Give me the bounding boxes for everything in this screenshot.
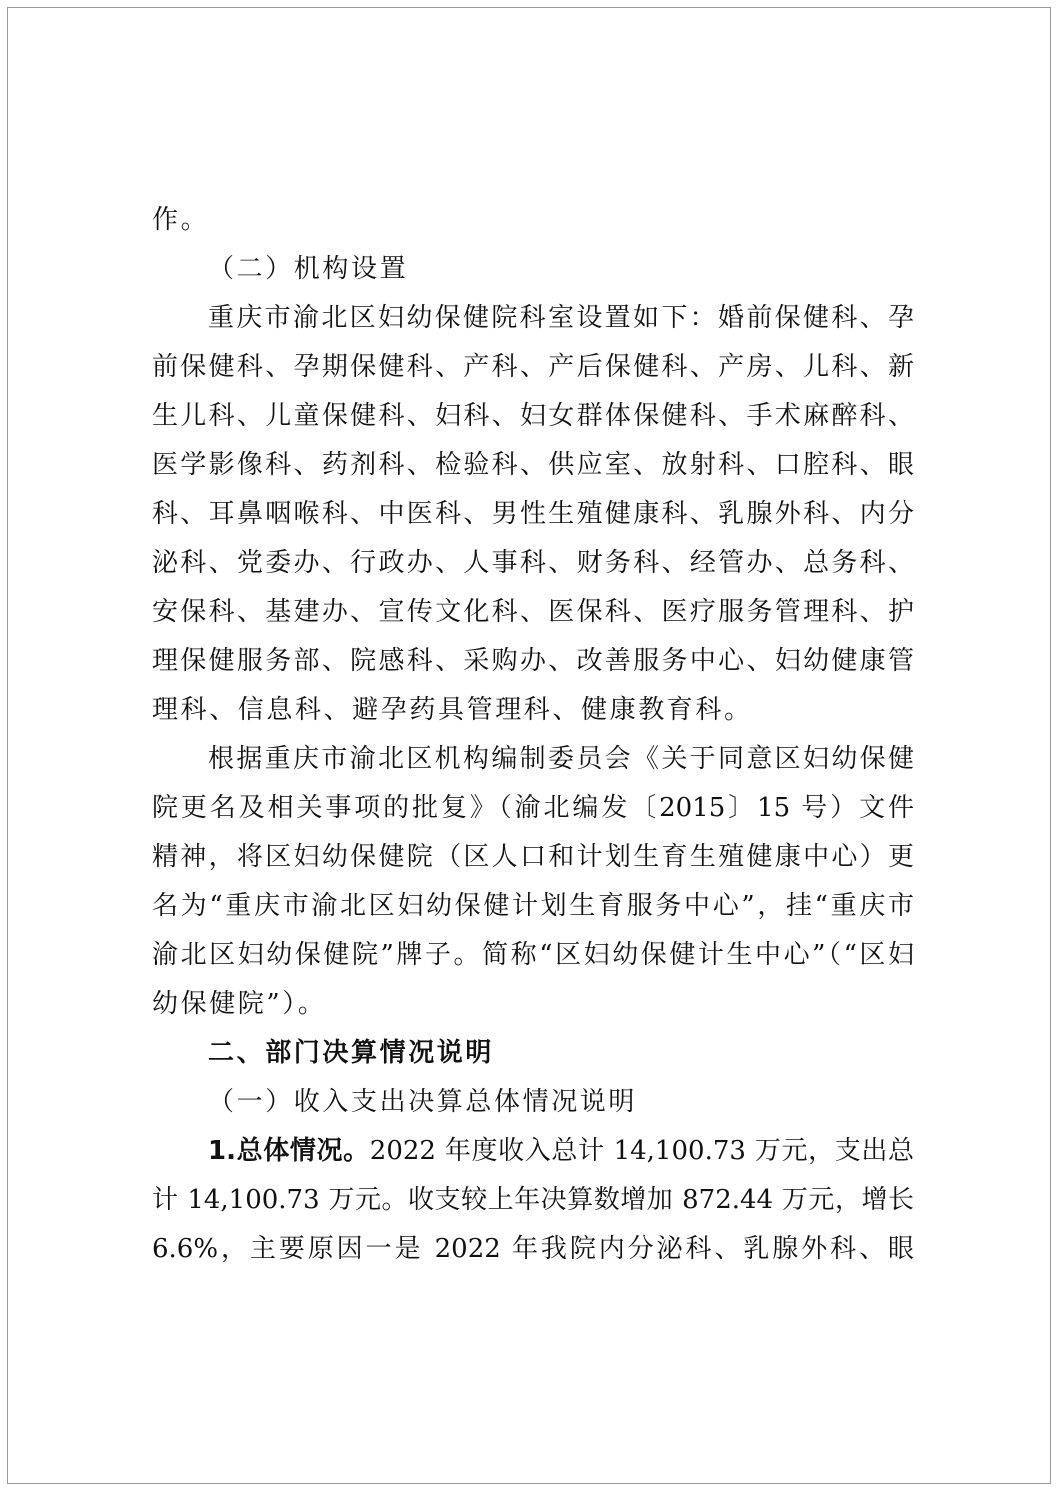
paragraph-line: 科、耳鼻咽喉科、中医科、男性生殖健康科、乳腺外科、内分 [152, 499, 914, 529]
overall-situation-text: 2022 年度收入总计 14,100.73 万元，支出总 [369, 1136, 914, 1166]
paragraph-line: 6.6%，主要原因一是 2022 年我院内分泌科、乳腺外科、眼 [152, 1234, 914, 1264]
paragraph-line: 生儿科、儿童保健科、妇科、妇女群体保健科、手术麻醉科、 [152, 401, 914, 431]
paragraph-line: 安保科、基建办、宣传文化科、医保科、医疗服务管理科、护 [152, 597, 914, 627]
paragraph-line: 理科、信息科、避孕药具管理科、健康教育科。 [152, 695, 753, 725]
section-heading-final-accounts: 二、部门决算情况说明 [208, 1038, 495, 1068]
overall-situation-label: 1.总体情况。 [208, 1136, 370, 1166]
paragraph-line: 泌科、党委办、行政办、人事科、财务科、经管办、总务科、 [152, 548, 914, 578]
paragraph-line: 前保健科、孕期保健科、产科、产后保健科、产房、儿科、新 [152, 352, 914, 382]
paragraph-line: 计 14,100.73 万元。收支较上年决算数增加 872.44 万元，增长 [152, 1185, 914, 1215]
paragraph-line: 幼保健院”）。 [152, 989, 327, 1019]
paragraph-line: 理保健服务部、院感科、采购办、改善服务中心、妇幼健康管 [152, 646, 914, 676]
paragraph-line: 作。 [152, 205, 210, 235]
paragraph-line: 渝北区妇幼保健院”牌子。简称“区妇幼保健计生中心”（“区妇 [152, 940, 914, 970]
paragraph-line: 医学影像科、药剂科、检验科、供应室、放射科、口腔科、眼 [152, 450, 914, 480]
paragraph-line: 名为“重庆市渝北区妇幼保健计划生育服务中心”，挂“重庆市 [152, 891, 914, 921]
paragraph-line: 根据重庆市渝北区机构编制委员会《关于同意区妇幼保健 [208, 744, 914, 774]
section-heading-institution-setup: （二）机构设置 [208, 254, 409, 284]
paragraph-line: 院更名及相关事项的批复》（渝北编发〔2015〕15 号）文件 [152, 793, 914, 823]
section-heading-income-expenditure: （一）收入支出决算总体情况说明 [208, 1087, 638, 1117]
paragraph-line: 重庆市渝北区妇幼保健院科室设置如下：婚前保健科、孕 [208, 303, 914, 333]
paragraph-line: 精神，将区妇幼保健院（区人口和计划生育生殖健康中心）更 [152, 842, 914, 872]
document-body [152, 196, 914, 1274]
paragraph-line [152, 1127, 914, 1176]
